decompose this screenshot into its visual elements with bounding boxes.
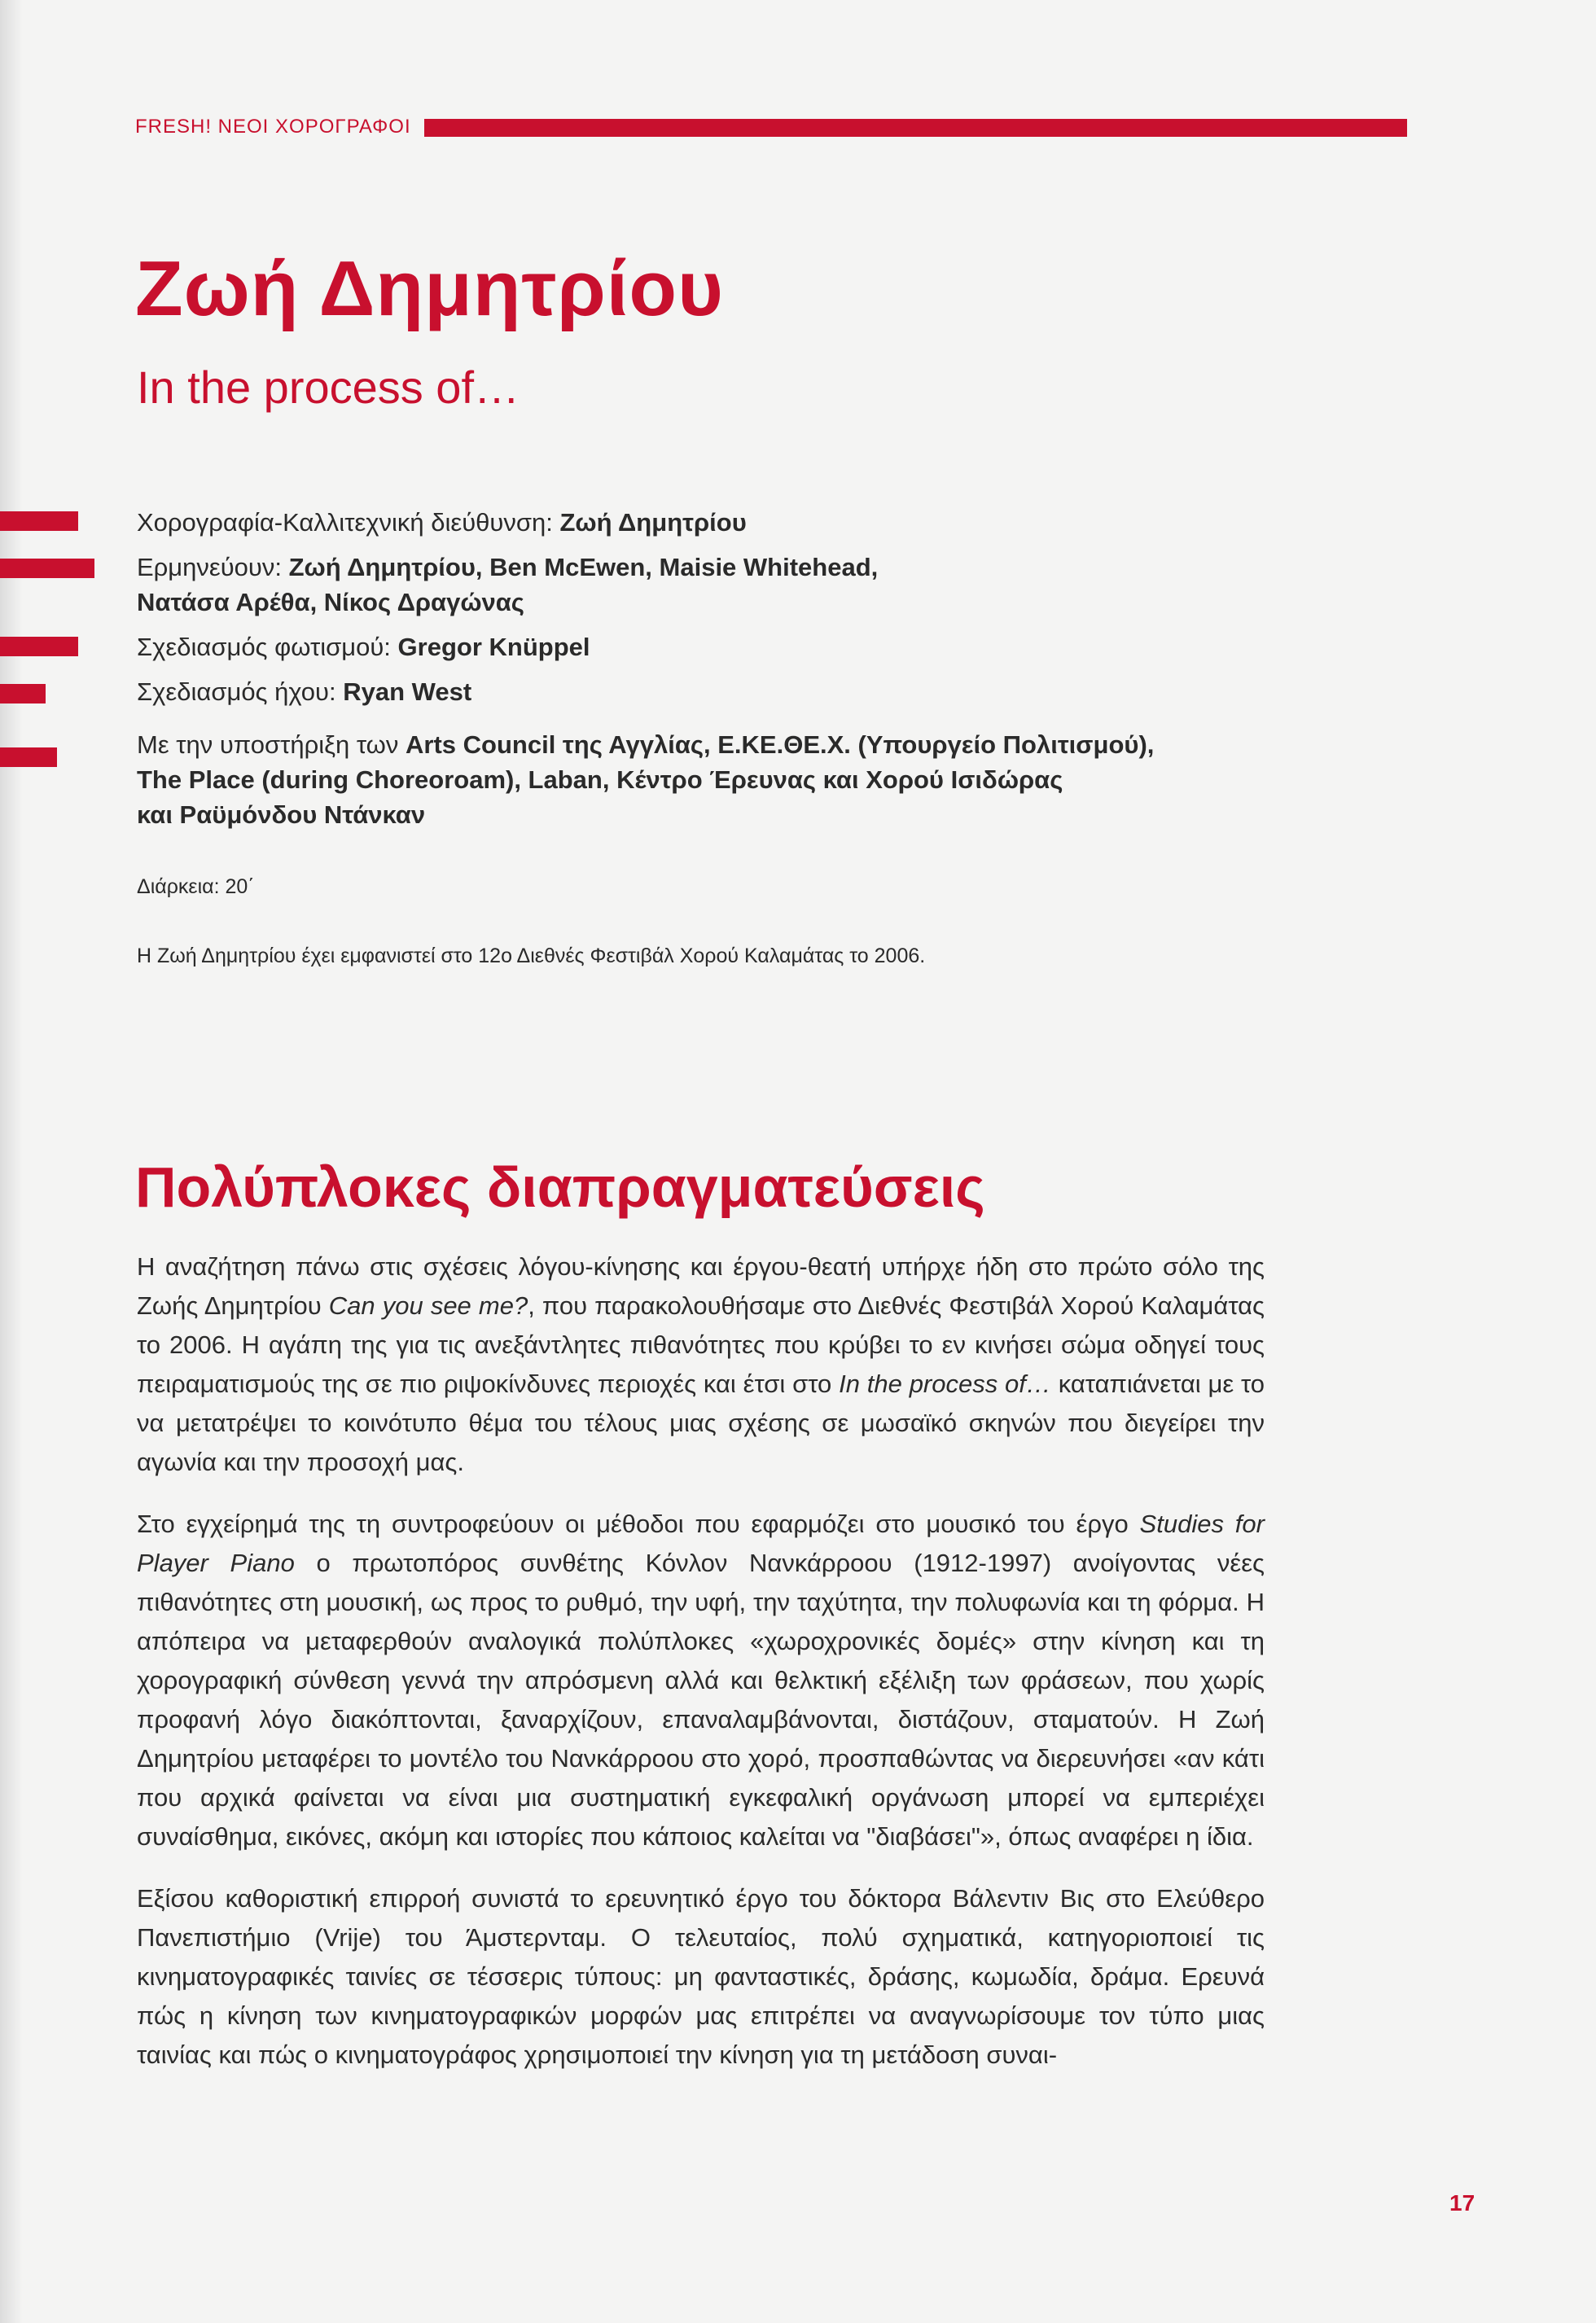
support-credits (137, 727, 1163, 832)
festival-note: Η Ζωή Δημητρίου έχει εμφανιστεί στο 12ο Διεθνές Φεστιβάλ Χορού Καλαμάτας το 2006. (137, 945, 926, 967)
margin-bar (0, 684, 46, 703)
credit-choreography (137, 505, 1163, 540)
text-run: Η αναζήτηση πάνω στις σχέσεις λόγου-κίνησης και έργου-θεατή υπήρχε ήδη στο πρώτο σόλο της Ζωής Δημητρίου (137, 1252, 1265, 1320)
credit-label: Χορογραφία-Καλλιτεχνική διεύθυνση: (137, 508, 553, 537)
support-line (137, 727, 1163, 762)
paragraph (137, 1879, 1265, 2075)
running-header-rule (424, 119, 1407, 137)
support-value: Arts Council της Αγγλίας, Ε.ΚΕ.ΘΕ.Χ. (Υπουργείο Πολιτισμού), (406, 730, 1155, 759)
page-title: Ζωή Δημητρίου (135, 245, 724, 332)
paragraph (137, 1247, 1265, 1482)
credit-value: Gregor Knüppel (397, 633, 590, 661)
text-run: ο πρωτοπόρος συνθέτης Κόνλον Νανκάρροου (1912-1997) ανοίγοντας νέες πιθανότητες στη μουσική, ως προς το ρυθμό, την υφή, την ταχύτητα, την πολυφωνία και τη φόρμα. Η απόπειρα να μεταφερθούν αναλογικά πολύπλοκες «χωροχρονικές δομές» στην κίνηση και τη χορογραφική σύνθεση γεννά την απρόσμενη αλλά και θελκτική εξέλιξη των φράσεων, που χωρίς προφανή λόγο διακόπτονται, ξαναρχίζουν, επαναλαμβάνονται, διστάζουν, σταματούν. Η Ζωή Δημητρίου μεταφέρει το μοντέλο του Νανκάρροου στο χορό, προσπαθώντας να διερευνήσει «αν κάτι που αρχικά φαίνεται να είναι μια συστηματική εγκεφαλική οργάνωση μπορεί να εμπεριέχει συναίσθημα, εικόνες, ακόμη και ιστορίες που κάποιος καλείται να "διαβάσει"», όπως αναφέρει η ίδια. (137, 1549, 1265, 1851)
work-title-italic: Studies for Player Piano (137, 1510, 1265, 1577)
credit-performers-cont (137, 585, 1163, 620)
margin-bar (0, 511, 78, 531)
credit-label: Σχεδιασμός φωτισμού: (137, 633, 391, 661)
work-title-italic: Can you see me? (328, 1291, 528, 1320)
page-edge-shadow (0, 0, 23, 2323)
credit-value: Ζωή Δημητρίου (559, 508, 747, 537)
credit-lighting (137, 629, 1163, 664)
support-line (137, 797, 1163, 832)
credit-value: Ζωή Δημητρίου, Ben McEwen, Maisie Whitehead, (288, 553, 879, 581)
duration: Διάρκεια: 20΄ (137, 875, 255, 898)
page-number: 17 (1449, 2190, 1475, 2216)
credits-block (137, 505, 1163, 832)
work-title-italic: In the process of… (839, 1370, 1051, 1398)
running-header-label: FRESH! ΝΕΟΙ ΧΟΡΟΓΡΑΦΟΙ (135, 116, 411, 138)
credit-label: Ερμηνεύουν: (137, 553, 282, 581)
credit-sound (137, 674, 1163, 709)
paragraph (137, 1505, 1265, 1856)
margin-bar (0, 637, 78, 656)
support-prefix: Με την υποστήριξη των (137, 730, 399, 759)
work-subtitle: In the process of… (137, 362, 520, 413)
text-run: , που παρακολουθήσαμε στο Διεθνές Φεστιβάλ Χορού Καλαμάτας το 2006. Η αγάπη της για τις ανεξάντλητες πιθανότητες που κρύβει το εν κινήσει σώμα οδηγεί τους πειραματισμούς της σε πιο ριψοκίνδυνες περιοχές και έτσι στο (137, 1291, 1265, 1398)
section-heading: Πολύπλοκες διαπραγματεύσεις (135, 1155, 985, 1219)
credit-value: Νατάσα Αρέθα, Νίκος Δραγώνας (137, 588, 524, 616)
credit-value: Ryan West (343, 677, 472, 706)
margin-bar (0, 747, 57, 767)
margin-bar (0, 559, 94, 578)
article-body (137, 1247, 1265, 2097)
support-value: The Place (during Choreoroam), Laban, Κέντρο Έρευνας και Χορού Ισιδώρας (137, 765, 1063, 794)
running-header (135, 116, 1275, 148)
credit-label: Σχεδιασμός ήχου: (137, 677, 336, 706)
text-run: καταπιάνεται με το να μετατρέψει το κοινότυπο θέμα του τέλους μιας σχέσης σε μωσαϊκό σκηνών που διεγείρει την αγωνία και την προσοχή μας. (137, 1370, 1265, 1476)
text-run: Στο εγχείρημά της τη συντροφεύουν οι μέθοδοι που εφαρμόζει στο μουσικό του έργο (137, 1510, 1140, 1538)
support-line (137, 762, 1163, 797)
text-run: Εξίσου καθοριστική επιρροή συνιστά το ερευνητικό έργο του δόκτορα Βάλεντιν Βις στο Ελεύθερο Πανεπιστήμιο (Vrije) του Άμστερνταμ. Ο τελευταίος, πολύ σχηματικά, κατηγοριοποιεί τις κινηματογραφικές ταινίες σε τέσσερις τύπους: μη φανταστικές, δράσης, κωμωδία, δράμα. Ερευνά πώς η κίνηση των κινηματογραφικών μορφών μας επιτρέπει να αναγνωρίσουμε τον τύπο μιας ταινίας και πώς ο κινηματογράφος χρησιμοποιεί την κίνηση για τη μετάδοση συναι- (137, 1884, 1265, 2069)
credit-performers (137, 550, 1163, 585)
support-value: και Ραϋμόνδου Ντάνκαν (137, 800, 426, 829)
